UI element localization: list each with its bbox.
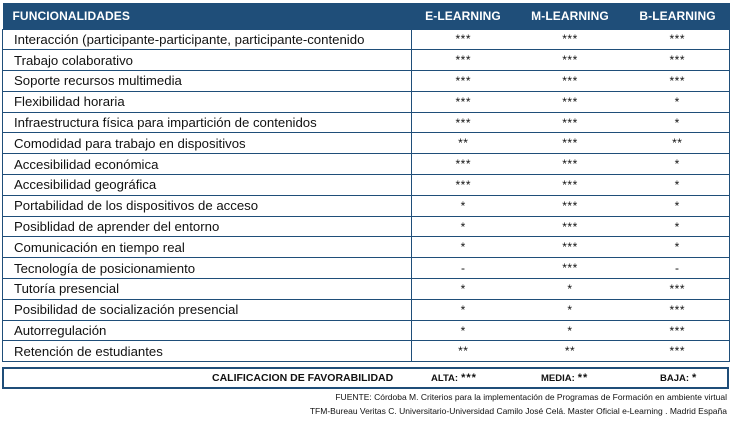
elearning-rating-cell: - <box>412 258 515 279</box>
legend-alta-stars: *** <box>461 372 477 384</box>
elearning-rating-cell: * <box>412 216 515 237</box>
header-blearning: B-LEARNING <box>626 3 730 29</box>
table-row <box>3 216 730 237</box>
functionality-cell: Comunicación en tiempo real <box>3 237 412 258</box>
mlearning-rating-cell: *** <box>515 175 626 196</box>
table-row <box>3 258 730 279</box>
legend-media <box>541 372 588 384</box>
functionality-cell: Accesibilidad económica <box>3 154 412 175</box>
table-body <box>3 29 730 362</box>
mlearning-rating-cell: * <box>515 299 626 320</box>
table-row <box>3 71 730 92</box>
table-row <box>3 195 730 216</box>
elearning-rating-cell: *** <box>412 29 515 50</box>
blearning-rating-cell: * <box>626 195 730 216</box>
favorability-label: CALIFICACION DE FAVORABILIDAD <box>212 372 394 384</box>
mlearning-rating-cell: * <box>515 320 626 341</box>
mlearning-rating-cell: *** <box>515 112 626 133</box>
blearning-rating-cell: ** <box>626 133 730 154</box>
legend-baja <box>660 372 697 384</box>
functionality-cell: Autorregulación <box>3 320 412 341</box>
elearning-rating-cell: * <box>412 299 515 320</box>
blearning-rating-cell: * <box>626 91 730 112</box>
table-row <box>3 154 730 175</box>
elearning-rating-cell: *** <box>412 154 515 175</box>
elearning-rating-cell: * <box>412 195 515 216</box>
mlearning-rating-cell: *** <box>515 237 626 258</box>
blearning-rating-cell: * <box>626 175 730 196</box>
legend-media-stars: ** <box>577 372 589 384</box>
functionality-cell: Retención de estudiantes <box>3 341 412 362</box>
elearning-rating-cell: ** <box>412 133 515 154</box>
header-mlearning: M-LEARNING <box>515 3 626 29</box>
favorability-legend-band <box>2 367 729 389</box>
mlearning-rating-cell: ** <box>515 341 626 362</box>
mlearning-rating-cell: * <box>515 279 626 300</box>
elearning-rating-cell: * <box>412 320 515 341</box>
legend-alta <box>431 372 477 384</box>
blearning-rating-cell: *** <box>626 279 730 300</box>
table-row <box>3 91 730 112</box>
functionality-cell: Portabilidad de los dispositivos de acceso <box>3 195 412 216</box>
comparison-table-container <box>2 3 729 362</box>
elearning-rating-cell: *** <box>412 112 515 133</box>
functionality-cell: Infraestructura física para impartición de contenidos <box>3 112 412 133</box>
blearning-rating-cell: *** <box>626 71 730 92</box>
functionality-cell: Comodidad para trabajo en dispositivos <box>3 133 412 154</box>
mlearning-rating-cell: *** <box>515 195 626 216</box>
elearning-rating-cell: *** <box>412 50 515 71</box>
table-row <box>3 237 730 258</box>
source-line-2: TFM-Bureau Veritas C. Universitario-Universidad Camilo José Celá. Master Oficial e-Learning . Madrid España <box>309 406 727 416</box>
table-header-row <box>3 3 730 29</box>
mlearning-rating-cell: *** <box>515 258 626 279</box>
blearning-rating-cell: - <box>626 258 730 279</box>
comparison-table <box>2 3 730 362</box>
mlearning-rating-cell: *** <box>515 91 626 112</box>
blearning-rating-cell: *** <box>626 50 730 71</box>
table-row <box>3 299 730 320</box>
blearning-rating-cell: * <box>626 237 730 258</box>
functionality-cell: Accesibilidad geográfica <box>3 175 412 196</box>
table-row <box>3 133 730 154</box>
legend-media-label: MEDIA: <box>541 372 575 384</box>
mlearning-rating-cell: *** <box>515 216 626 237</box>
elearning-rating-cell: *** <box>412 175 515 196</box>
mlearning-rating-cell: *** <box>515 29 626 50</box>
functionality-cell: Flexibilidad horaria <box>3 91 412 112</box>
table-row <box>3 341 730 362</box>
blearning-rating-cell: *** <box>626 341 730 362</box>
table-row <box>3 29 730 50</box>
functionality-cell: Trabajo colaborativo <box>3 50 412 71</box>
mlearning-rating-cell: *** <box>515 133 626 154</box>
mlearning-rating-cell: *** <box>515 71 626 92</box>
table-row <box>3 175 730 196</box>
header-funcionalidades: FUNCIONALIDADES <box>3 3 412 29</box>
mlearning-rating-cell: *** <box>515 50 626 71</box>
legend-alta-label: ALTA: <box>431 372 459 384</box>
functionality-cell: Posibilidad de socialización presencial <box>3 299 412 320</box>
elearning-rating-cell: *** <box>412 71 515 92</box>
elearning-rating-cell: * <box>412 237 515 258</box>
functionality-cell: Posiblidad de aprender del entorno <box>3 216 412 237</box>
blearning-rating-cell: * <box>626 112 730 133</box>
source-line-1: FUENTE: Córdoba M. Criterios para la implementación de Programas de Formación en ambiente virtual <box>335 392 727 402</box>
elearning-rating-cell: ** <box>412 341 515 362</box>
elearning-rating-cell: * <box>412 279 515 300</box>
functionality-cell: Tutoría presencial <box>3 279 412 300</box>
table-row <box>3 279 730 300</box>
blearning-rating-cell: *** <box>626 299 730 320</box>
table-row <box>3 320 730 341</box>
table-row <box>3 50 730 71</box>
functionality-cell: Interacción (participante-participante, participante-contenido <box>3 29 412 50</box>
legend-baja-stars: * <box>692 372 698 384</box>
header-elearning: E-LEARNING <box>412 3 515 29</box>
blearning-rating-cell: *** <box>626 29 730 50</box>
mlearning-rating-cell: *** <box>515 154 626 175</box>
elearning-rating-cell: *** <box>412 91 515 112</box>
blearning-rating-cell: *** <box>626 320 730 341</box>
functionality-cell: Tecnología de posicionamiento <box>3 258 412 279</box>
legend-baja-label: BAJA: <box>660 372 690 384</box>
functionality-cell: Soporte recursos multimedia <box>3 71 412 92</box>
table-row <box>3 112 730 133</box>
blearning-rating-cell: * <box>626 154 730 175</box>
blearning-rating-cell: * <box>626 216 730 237</box>
